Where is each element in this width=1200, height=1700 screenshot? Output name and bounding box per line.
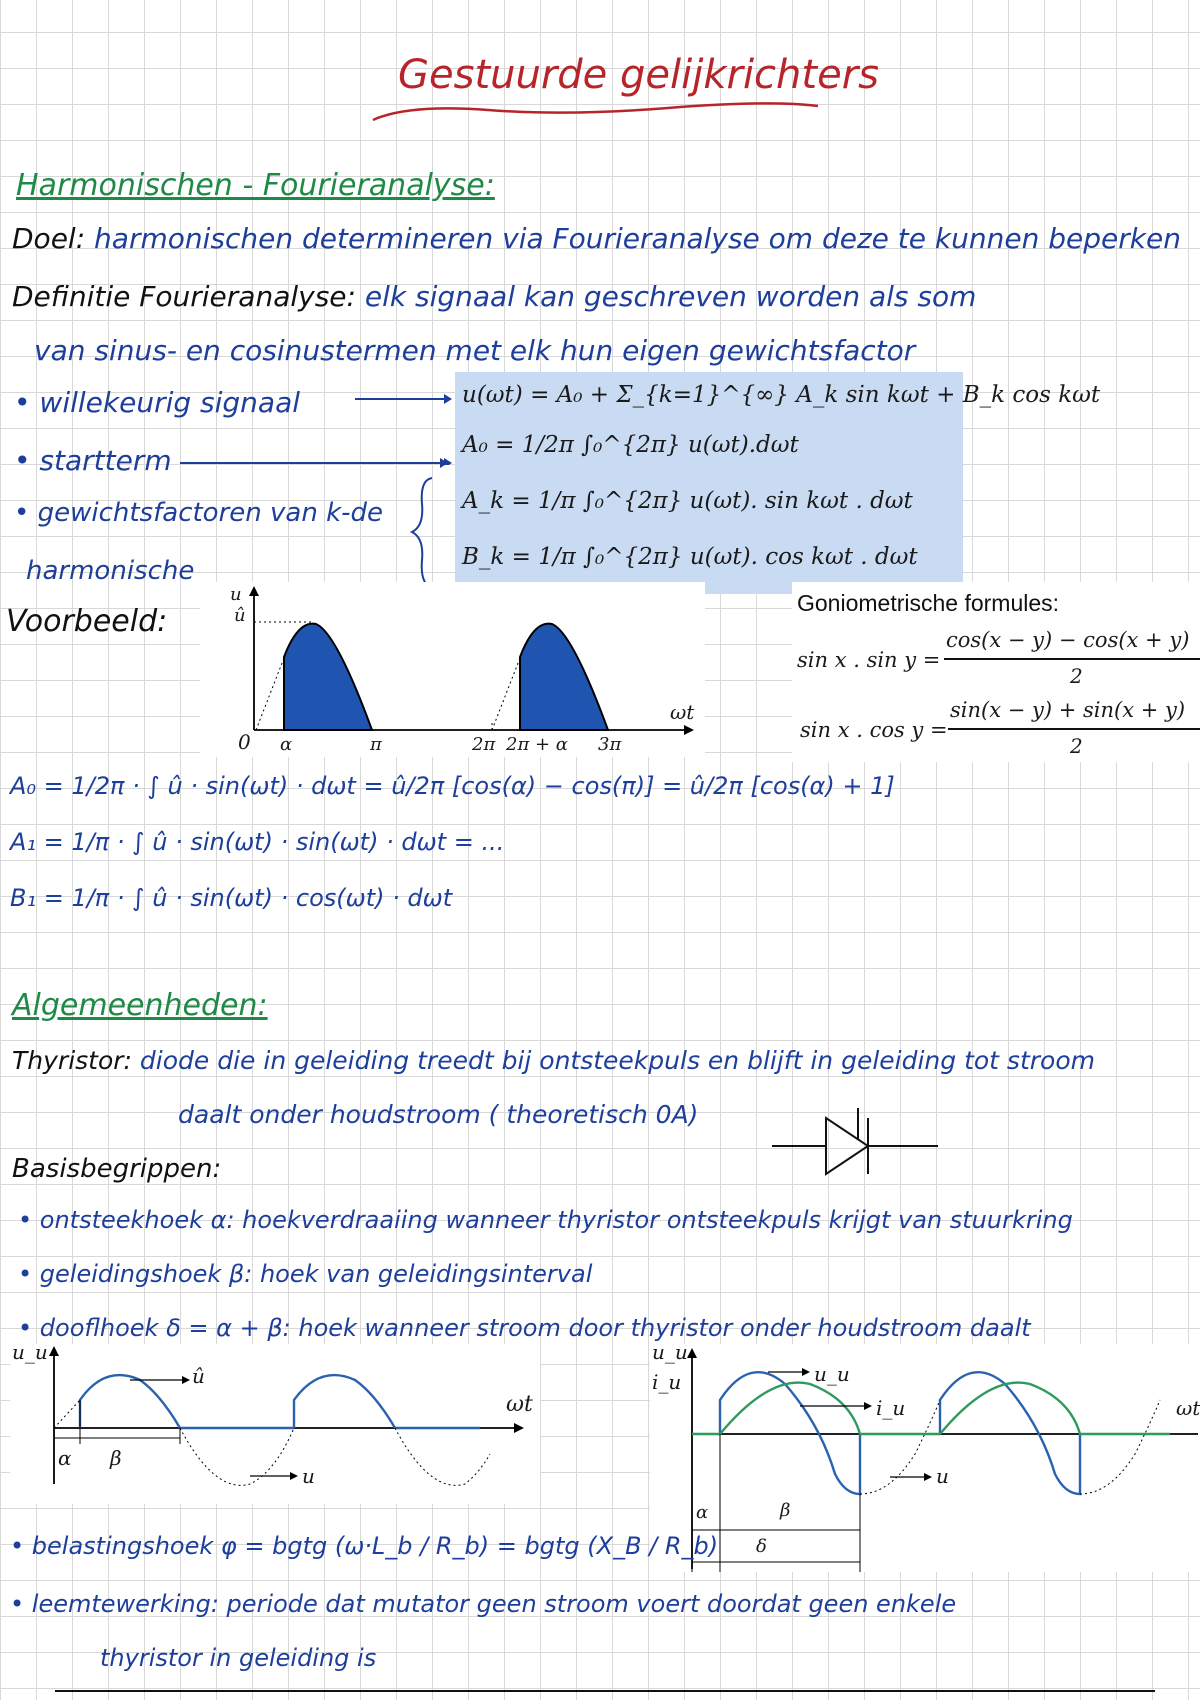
gap-text-2: thyristor in geleiding is [100,1644,377,1672]
term-ontsteekhoek-text: hoekverdraaiing wanneer thyristor ontsteekpuls krijgt van stuurkring [242,1206,1073,1234]
brace-icon [408,474,438,594]
formula-ak: A_k = 1/π ∫₀^{2π} u(ωt). sin kωt . dωt [462,488,913,514]
graph-2pi-label: 2π [472,734,496,755]
bullet-weights: • gewichtsfactoren van k-de [14,498,384,528]
term-geleidingshoek-label: • geleidingshoek β: [18,1260,253,1288]
load-angle-text: bgtg (ω·L_b / R_b) = bgtg (X_B / R_b) [272,1532,719,1560]
left-graph-wt-label: ωt [506,1392,533,1417]
thyristor-text-1: diode die in geleiding treedt bij ontsteekpuls en blijft in geleiding tot stroom [139,1046,1095,1075]
waveform-graph-right [650,1344,1200,1572]
goniometric-heading: Goniometrische formules: [797,590,1060,616]
term-dooflhoek-text: hoek wanneer stroom door thyristor onder houdstroom daalt [298,1314,1031,1342]
calc-a1: A₁ = 1/π · ∫ û · sin(ωt) · sin(ωt) · dωt = ... [10,828,505,856]
definition-label: Definitie Fourieranalyse: [12,280,356,313]
right-graph-alpha-label: α [696,1502,709,1523]
title-underline [368,98,828,126]
load-angle-line [10,1532,718,1560]
gap-line-1 [10,1590,956,1618]
definition-line-1 [12,280,976,313]
arrow-connectors [340,385,460,465]
gonio-f1-num: cos(x − y) − cos(x + y) [946,628,1190,652]
gonio-f2-den: 2 [1070,734,1083,758]
left-graph-alpha-label: α [58,1446,72,1470]
bottom-divider [55,1690,1155,1692]
term-ontsteekhoek-label: • ontsteekhoek α: [18,1206,235,1234]
right-graph-delta-label: δ [756,1536,767,1557]
gonio-f1-left: sin x . sin y = [797,648,941,672]
bullet-signal: • willekeurig signaal [14,386,301,419]
basis-label: Basisbegrippen: [12,1154,222,1184]
gonio-f1-den: 2 [1070,664,1083,688]
doel-label: Doel: [12,222,86,255]
gonio-f2-bar [948,728,1200,730]
thyristor-text-2: daalt onder houdstroom ( theoretisch 0A) [178,1100,699,1129]
term-dooflhoek [18,1314,1031,1342]
gonio-f2-left: sin x . cos y = [800,718,948,742]
calc-a0: A₀ = 1/2π · ∫ û · sin(ωt) · dωt = û/2π [cos(α) − cos(π)] = û/2π [cos(α) + 1] [10,772,895,800]
graph-3pi-label: 3π [598,734,622,755]
bullet-startterm: • startterm [14,444,172,477]
thyristor-label: Thyristor: [12,1046,132,1075]
graph-alpha-label: α [280,734,293,755]
gap-label: • leemtewerking: [10,1590,219,1618]
doel-line [12,222,1181,255]
right-graph-u-label: u [936,1464,949,1488]
section-heading-general: Algemeenheden: [12,988,268,1023]
right-graph-wt-label: ωt [1176,1396,1200,1420]
graph-2pi-alpha-label: 2π + α [506,734,568,755]
thyristor-line-1 [12,1046,1095,1075]
right-graph-beta-label: β [780,1500,791,1521]
formula-bk: B_k = 1/π ∫₀^{2π} u(ωt). cos kωt . dωt [462,544,918,570]
definition-text-1: elk signaal kan geschreven worden als som [364,280,977,313]
thyristor-symbol-icon [772,1100,942,1180]
doel-text: harmonischen determineren via Fourieranalyse om deze te kunnen beperken [94,222,1181,255]
page-title: Gestuurde gelijkrichters [398,52,879,98]
term-geleidingshoek-text: hoek van geleidingsinterval [259,1260,593,1288]
waveform-graph-left [10,1344,540,1504]
load-angle-label: • belastingshoek φ = [10,1532,265,1560]
graph-u-label: u [230,584,242,605]
graph-origin-label: 0 [238,730,251,754]
right-graph-iu2-label: i_u [876,1396,906,1420]
definition-text-2: van sinus- en cosinustermen met elk hun eigen gewichtsfactor [34,334,916,367]
term-geleidingshoek [18,1260,592,1288]
gonio-f1-bar [944,658,1200,660]
example-label: Voorbeeld: [6,604,168,639]
graph-wt-label: ωt [670,700,695,724]
right-graph-iu-label: i_u [652,1370,682,1394]
formula-a0: A₀ = 1/2π ∫₀^{2π} u(ωt).dωt [462,432,799,458]
gap-text-1: periode dat mutator geen stroom voert doordat geen enkele [226,1590,957,1618]
right-graph-uu-label: u_u [652,1340,688,1364]
left-graph-uhat-label: û [192,1364,205,1388]
formula-u: u(ωt) = A₀ + Σ_{k=1}^{∞} A_k sin kωt + B_k cos kωt [462,382,1101,408]
term-ontsteekhoek [18,1206,1073,1234]
gonio-f2-num: sin(x − y) + sin(x + y) [950,698,1186,722]
left-graph-uu-label: u_u [12,1340,48,1364]
graph-uhat-label: û [234,605,246,626]
right-graph-uu2-label: u_u [814,1362,850,1386]
calc-b1: B₁ = 1/π · ∫ û · sin(ωt) · cos(ωt) · dωt [10,884,453,912]
left-graph-u-label: u [302,1464,315,1488]
example-graph [200,582,705,757]
bullet-harmonic: harmonische [26,556,195,586]
graph-pi-label: π [370,734,382,755]
term-dooflhoek-label: • dooflhoek δ = α + β: [18,1314,291,1342]
section-heading-harmonics: Harmonischen - Fourieranalyse: [16,168,495,203]
left-graph-beta-label: β [110,1446,122,1470]
